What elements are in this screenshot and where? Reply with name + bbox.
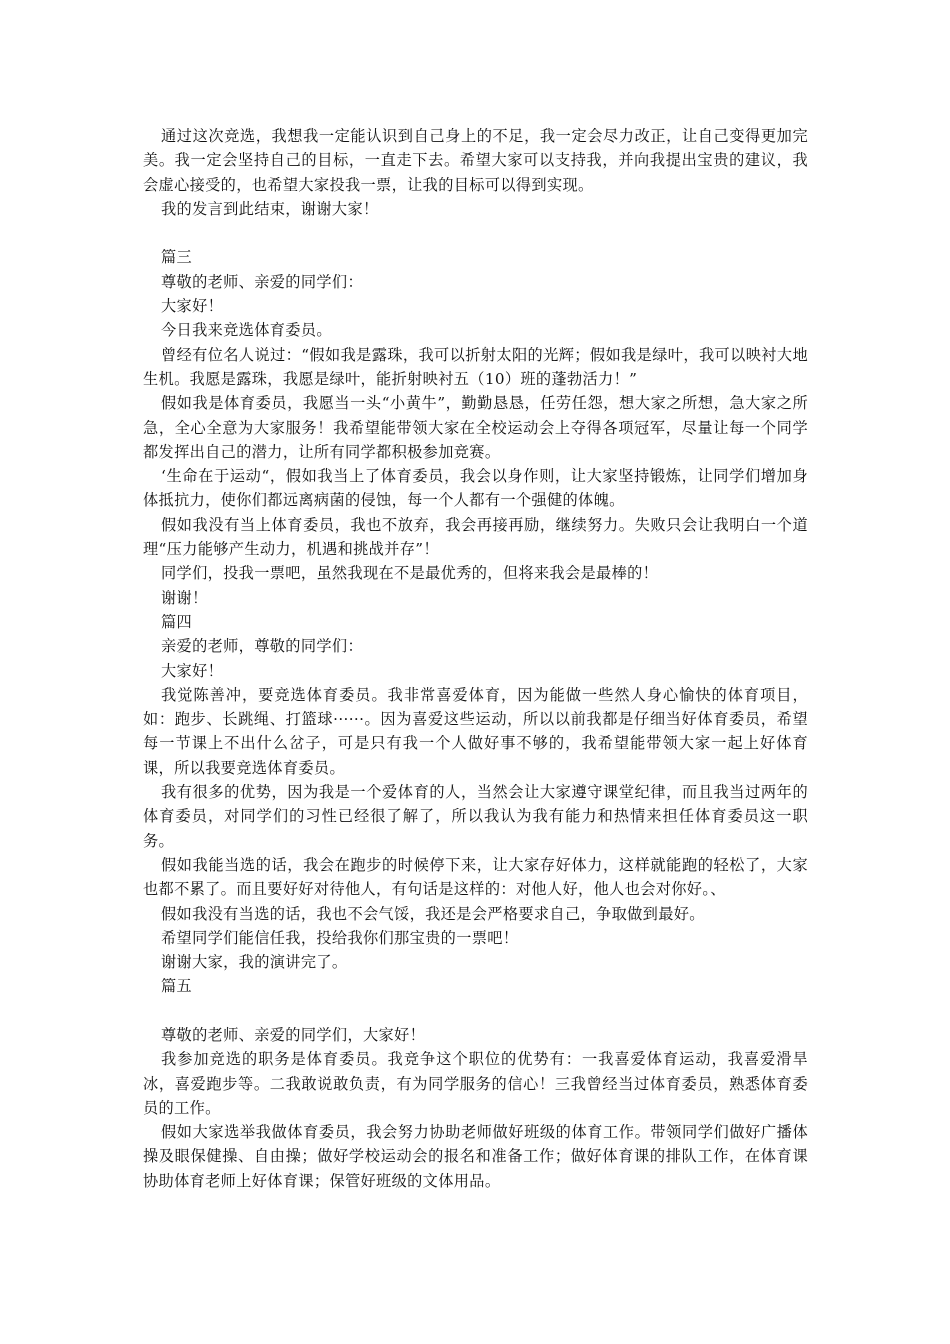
paragraph: 通过这次竞选，我想我一定能认识到自己身上的不足，我一定会尽力改正，让自己变得更加完美。我一定会坚持自己的目标，一直走下去。希望大家可以支持我，并向我提出宝贵的建议，我会虚心接受的，也希望大家投我一票，让我的目标可以得到实现。 xyxy=(143,127,808,194)
salutation: 尊敬的老师、亲爱的同学们： xyxy=(161,272,363,291)
paragraph: 假如我是体育委员，我愿当一头“小黄牛”，勤勤恳恳，任劳任怨，想大家之所想，急大家之所急，全心全意为大家服务！我希望能带领大家在全校运动会上夺得各项冠军，尽量让每一个同学都发挥出自己的潜力，让所有同学都积极参加竞赛。 xyxy=(143,394,808,461)
section-heading: 篇三 xyxy=(161,248,193,267)
paragraph: 假如我能当选的话，我会在跑步的时候停下来，让大家存好体力，这样就能跑的轻松了，大家也都不累了。而且要好好对待他人，有句话是这样的：对他人好，他人也会对你好。、 xyxy=(143,855,808,899)
greeting: 大家好！ xyxy=(161,661,224,680)
closing: 谢谢！ xyxy=(161,588,208,607)
paragraph: 假如大家选举我做体育委员，我会努力协助老师做好班级的体育工作。带领同学们做好广播体操及眼保健操、自由操；做好学校运动会的报名和准备工作；做好体育课的排队工作，在体育课协助体育老师上好体育课；保管好班级的文体用品。 xyxy=(143,1123,808,1190)
section-heading: 篇四 xyxy=(161,612,193,631)
document-body xyxy=(143,124,808,1193)
paragraph: 我觉陈善冲，要竞选体育委员。我非常喜爱体育，因为能做一些然人身心愉快的体育项目，如：跑步、长跳绳、打篮球······。因为喜爱这些运动，所以以前我都是仔细当好体育委员，希望每一节课上不出什么岔子，可是只有我一个人做好事不够的，我希望能带领大家一起上好体育课，所以我要竞选体育委员。 xyxy=(143,685,808,777)
paragraph: 今日我来竞选体育委员。 xyxy=(161,321,332,340)
closing: 谢谢大家，我的演讲完了。 xyxy=(161,953,348,972)
paragraph: ‘生命在于运动“，假如我当上了体育委员，我会以身作则，让大家坚持锻炼，让同学们增加身体抵抗力，使你们都远离病菌的侵蚀，每一个人都有一个强健的体魄。 xyxy=(143,467,808,510)
paragraph: 同学们，投我一票吧，虽然我现在不是最优秀的，但将来我会是最棒的！ xyxy=(161,564,659,583)
paragraph: 曾经有位名人说过：“假如我是露珠，我可以折射太阳的光辉；假如我是绿叶，我可以映衬大地生机。我愿是露珠，我愿是绿叶，能折射映衬五（10）班的蓬勃活力！” xyxy=(143,345,808,388)
salutation: 亲爱的老师，尊敬的同学们： xyxy=(161,637,363,656)
paragraph: 假如我没有当上体育委员，我也不放弃，我会再接再励，继续努力。失败只会让我明白一个道理“压力能够产生动力，机遇和挑战并存”！ xyxy=(143,515,808,559)
blank-line xyxy=(143,221,808,245)
blank-line xyxy=(143,999,808,1023)
paragraph: 我有很多的优势，因为我是一个爱体育的人，当然会让大家遵守课堂纪律，而且我当过两年的体育委员，对同学们的习性已经很了解了，所以我认为我有能力和热情来担任体育委员这一职务。 xyxy=(143,783,808,850)
greeting: 大家好！ xyxy=(161,297,224,316)
paragraph: 我的发言到此结束，谢谢大家！ xyxy=(161,199,379,218)
paragraph: 我参加竞选的职务是体育委员。我竞争这个职位的优势有：一我喜爱体育运动，我喜爱滑旱冰，喜爱跑步等。二我敢说敢负责，有为同学服务的信心！三我曾经当过体育委员，熟悉体育委员的工作。 xyxy=(143,1050,808,1117)
salutation: 尊敬的老师、亲爱的同学们，大家好！ xyxy=(161,1025,426,1044)
paragraph: 假如我没有当选的话，我也不会气馁，我还是会严格要求自己，争取做到最好。 xyxy=(161,904,705,923)
paragraph: 希望同学们能信任我，投给我你们那宝贵的一票吧！ xyxy=(161,928,519,947)
section-heading: 篇五 xyxy=(161,977,193,996)
